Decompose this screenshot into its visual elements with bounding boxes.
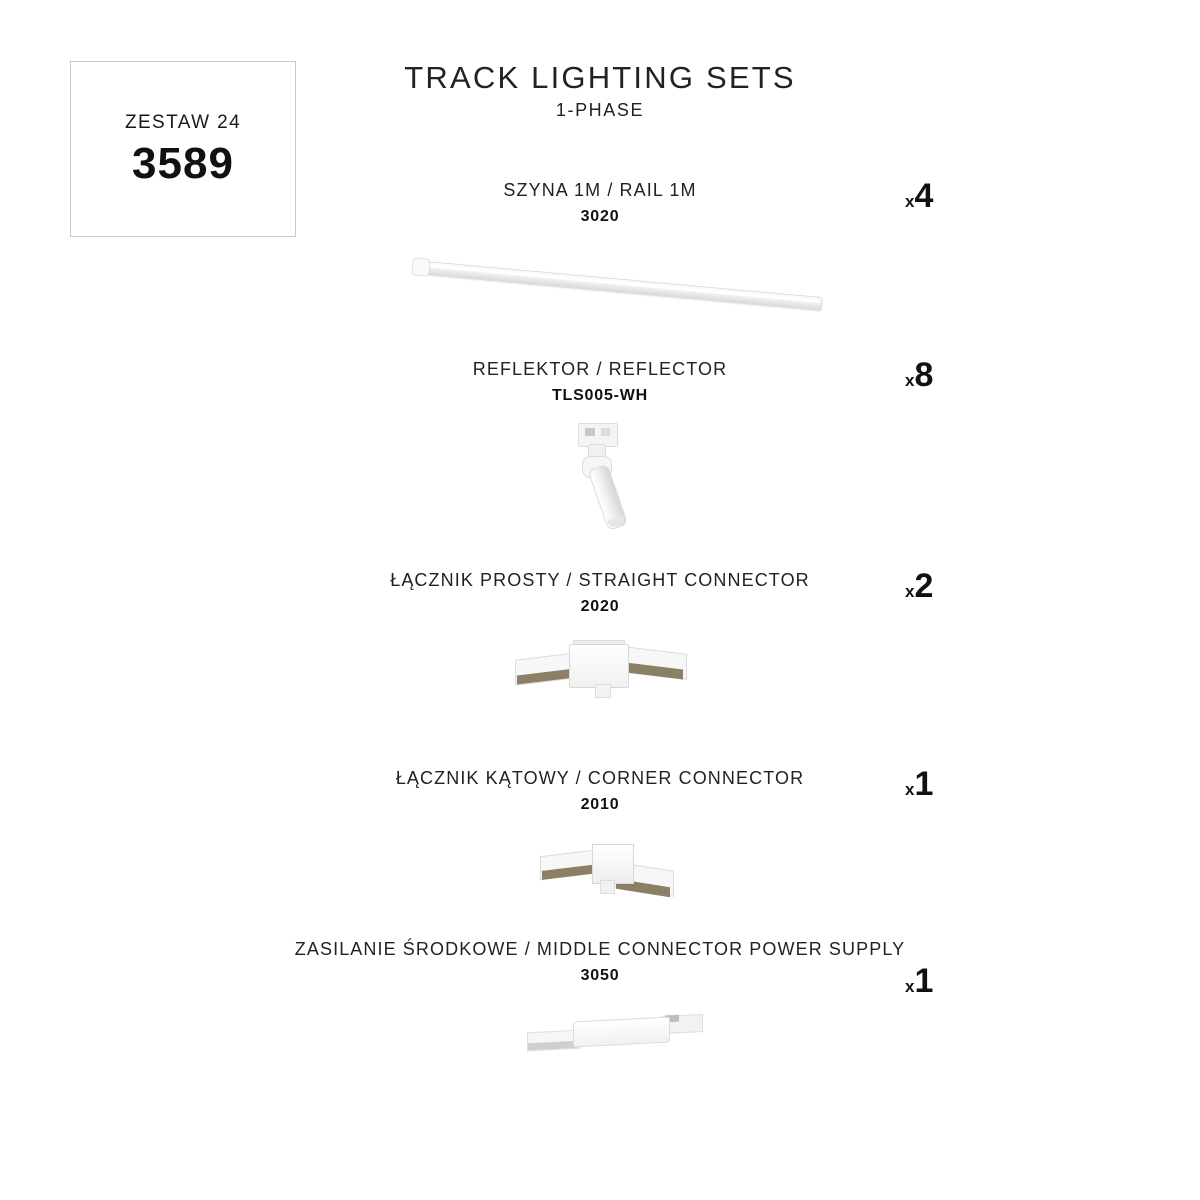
item-reflector-quantity-prefix: x — [905, 371, 915, 390]
item-reflector-quantity — [905, 356, 1105, 395]
item-straight-connector — [0, 568, 1200, 709]
item-straight-connector-quantity-value: 2 — [914, 567, 934, 605]
item-power-supply-quantity-prefix: x — [905, 977, 915, 996]
item-rail-quantity-value: 4 — [914, 177, 934, 215]
item-corner-connector-quantity-value: 1 — [914, 765, 934, 803]
corner-connector-illustration — [540, 832, 690, 922]
set-label: ZESTAW 24 — [124, 112, 242, 133]
item-power-supply-name: ZASILANIE ŚRODKOWE / MIDDLE CONNECTOR POWER SUPPLY — [294, 939, 906, 959]
item-rail-quantity — [905, 177, 1105, 216]
item-corner-connector — [0, 766, 1200, 922]
corner-connector-body-shape — [592, 844, 634, 884]
power-supply-body-shape — [573, 1016, 670, 1047]
power-supply-illustration — [525, 1007, 715, 1071]
item-corner-connector-quantity-prefix: x — [905, 780, 915, 799]
item-rail-name: SZYNA 1M / RAIL 1M — [503, 180, 697, 200]
straight-connector-body-shape — [569, 644, 629, 688]
straight-connector-tab-shape — [595, 684, 611, 698]
rail-illustration — [414, 248, 854, 318]
item-straight-connector-quantity-prefix: x — [905, 582, 915, 601]
page-title: TRACK LIGHTING SETS — [404, 60, 796, 95]
page-subtitle: 1-PHASE — [555, 100, 645, 120]
item-rail-quantity-prefix: x — [905, 192, 915, 211]
item-straight-connector-code: 2020 — [580, 598, 620, 615]
item-reflector-quantity-value: 8 — [914, 356, 934, 394]
spot-body-shape — [588, 464, 629, 531]
rail-bar-shape — [413, 260, 823, 311]
item-rail — [0, 178, 1200, 318]
corner-connector-tab-shape — [600, 880, 615, 894]
item-power-supply-quantity-value: 1 — [914, 962, 934, 1000]
rail-end-cap-shape — [411, 257, 431, 277]
item-corner-connector-quantity — [905, 765, 1105, 804]
item-rail-code: 3020 — [580, 208, 620, 225]
item-corner-connector-name: ŁĄCZNIK KĄTOWY / CORNER CONNECTOR — [395, 768, 805, 788]
item-power-supply — [0, 937, 1200, 1071]
item-straight-connector-name: ŁĄCZNIK PROSTY / STRAIGHT CONNECTOR — [390, 570, 810, 590]
item-power-supply-quantity — [905, 962, 1105, 1001]
item-corner-connector-code: 2010 — [580, 796, 620, 813]
item-power-supply-code: 3050 — [580, 967, 620, 984]
item-reflector-name: REFLEKTOR / REFLECTOR — [472, 359, 728, 379]
set-number: 3589 — [132, 139, 234, 188]
item-reflector-code: TLS005-WH — [551, 387, 649, 404]
reflector-illustration — [560, 423, 680, 533]
item-straight-connector-quantity — [905, 567, 1105, 606]
item-reflector — [0, 357, 1200, 533]
straight-connector-illustration — [515, 634, 705, 709]
